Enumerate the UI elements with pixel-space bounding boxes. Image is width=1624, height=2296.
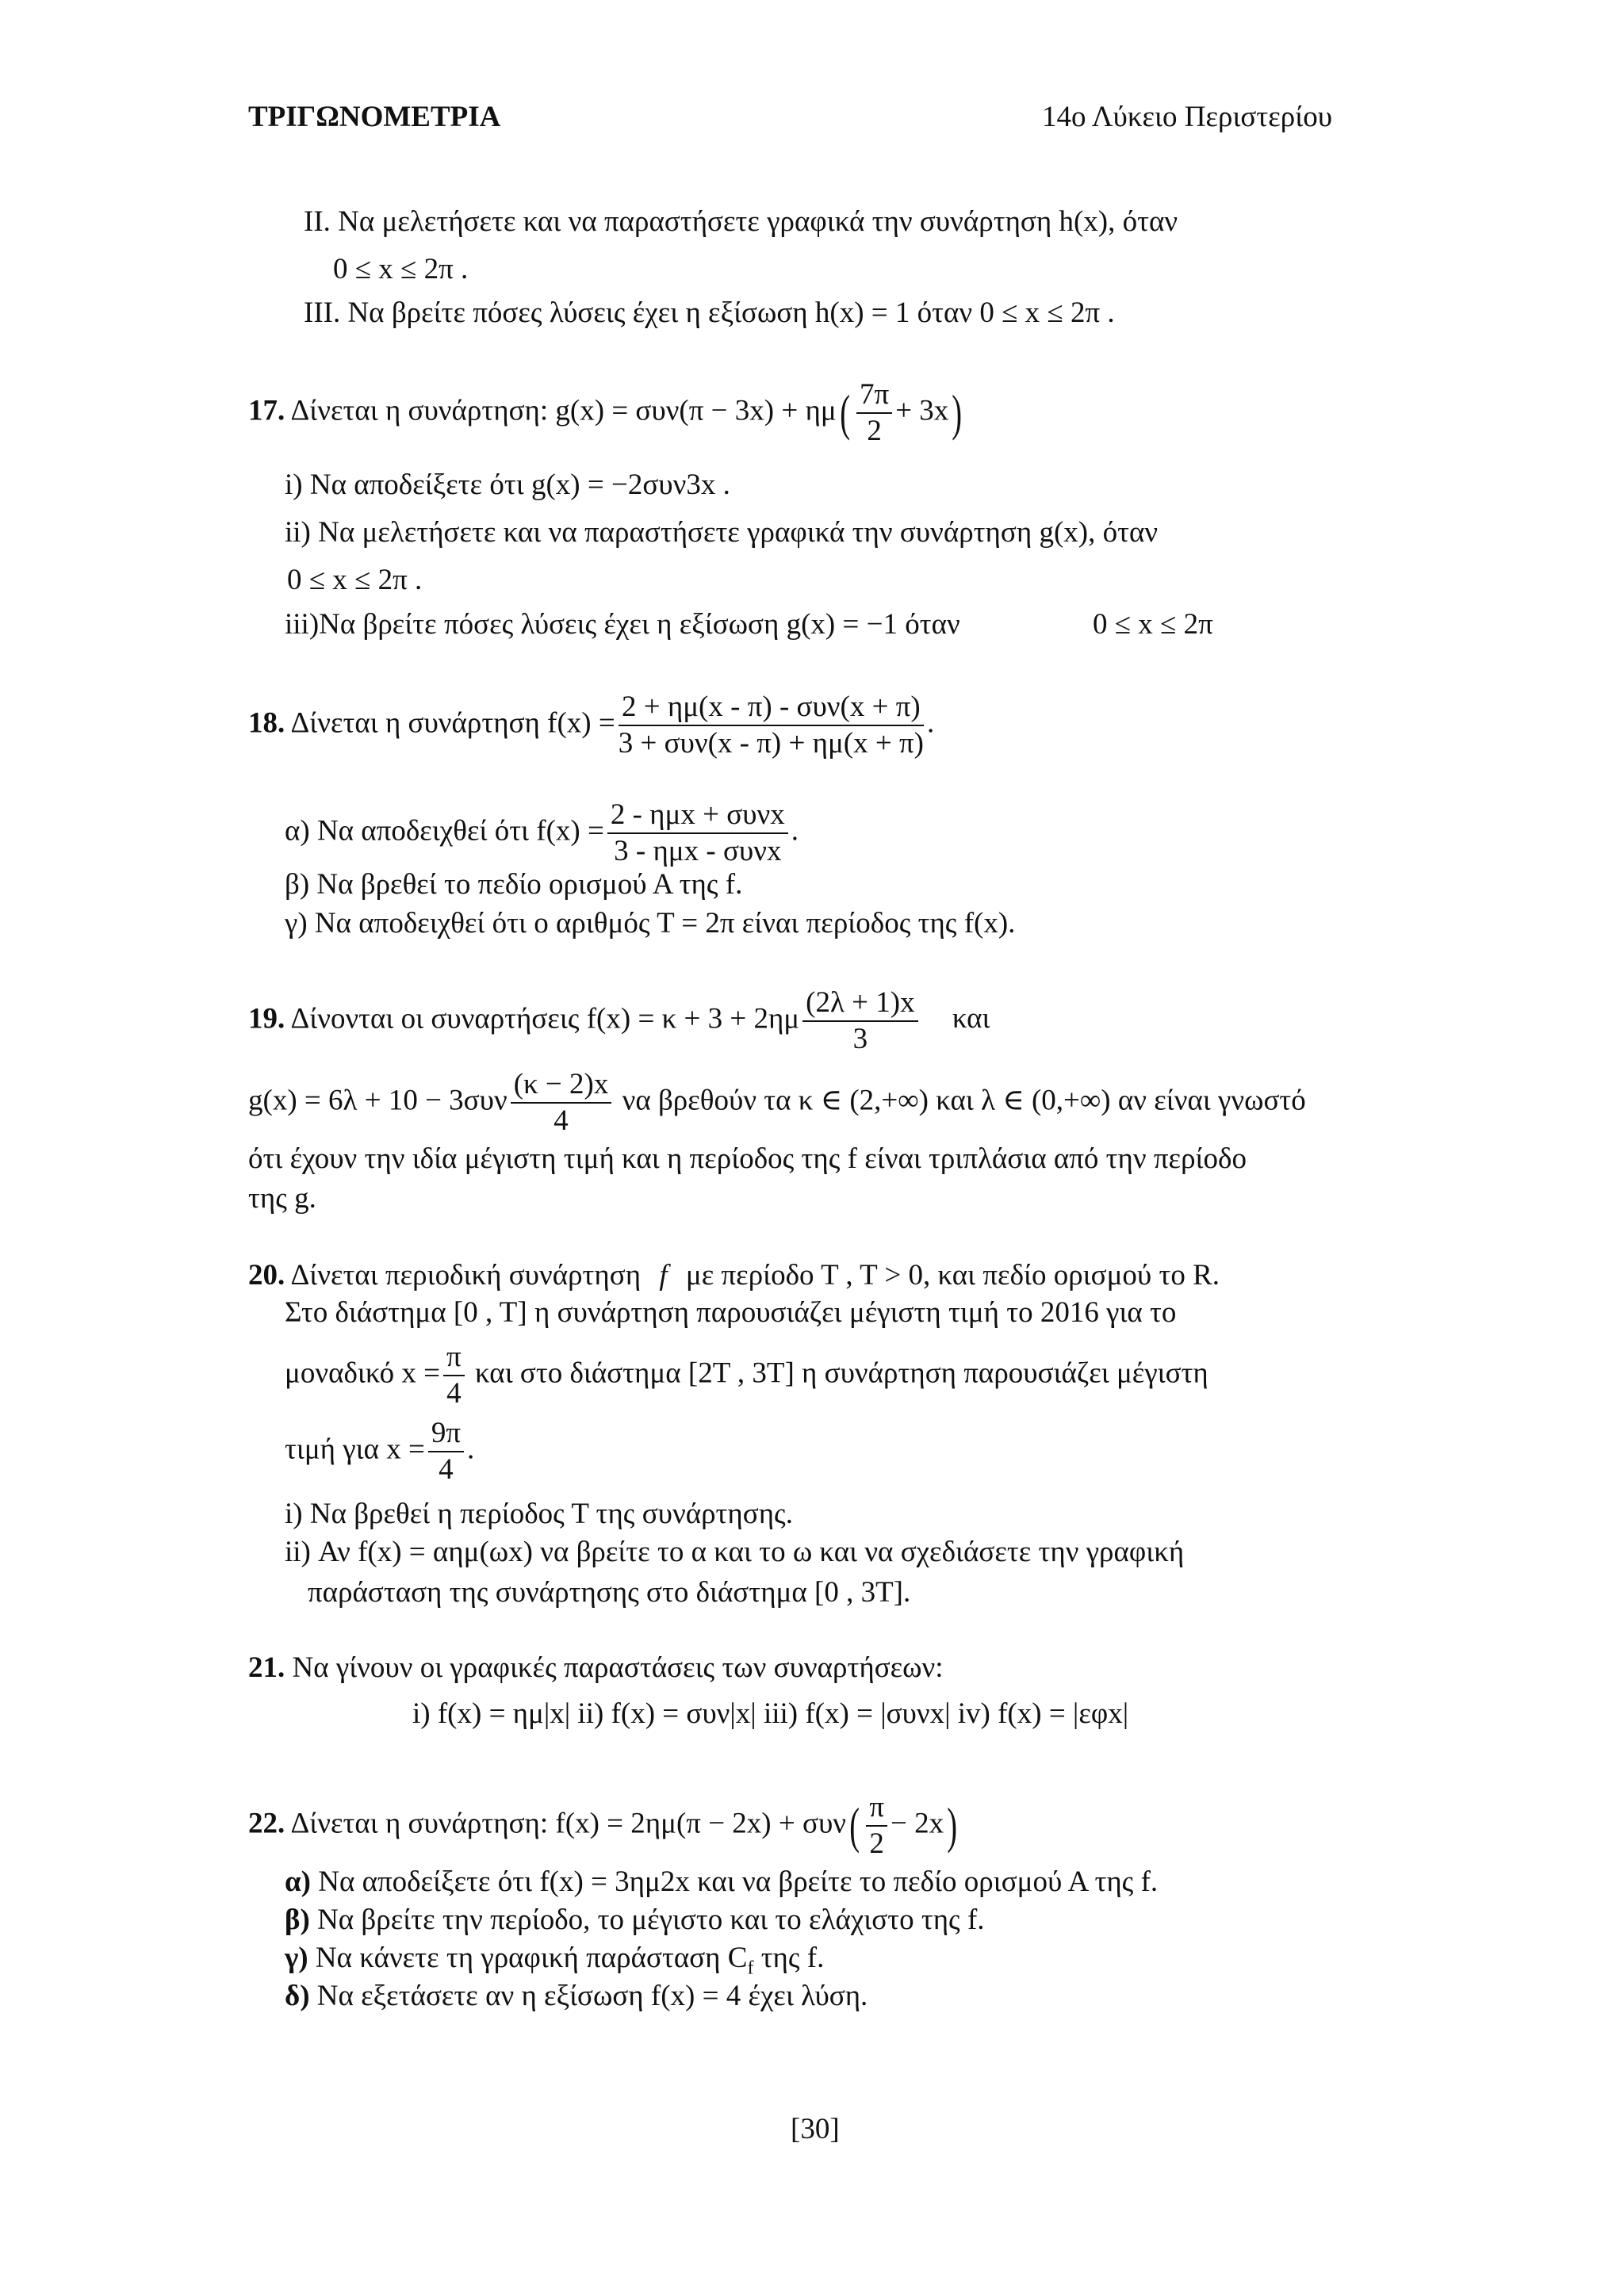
p20-x1-fraction — [443, 1341, 465, 1410]
p20-x2-fraction — [428, 1418, 464, 1486]
p20-line4a: τιμή για x = — [285, 1433, 425, 1466]
p22-b — [285, 1903, 985, 1938]
p21-items: i) f(x) = ημ|x| ii) f(x) = συν|x| iii) f(x) = |συνx| iv) f(x) = |εφx| — [412, 1697, 1129, 1730]
p21-statement — [248, 1651, 944, 1686]
p22-d-text: Να εξετάσετε αν η εξίσωση f(x) = 4 έχει λύση. — [316, 1980, 868, 2012]
p20-ii: ii) Αν f(x) = αημ(ωx) να βρείτε το α και το ω και να σχεδιάσετε την γραφική — [285, 1536, 1185, 1568]
p16-ii: II. Να μελετήσετε και να παραστήσετε γραφικά την συνάρτηση h(x), όταν — [304, 205, 1178, 238]
paren-left: ( — [849, 1797, 860, 1854]
p22-tail: − 2x — [891, 1807, 944, 1840]
p17-i: i) Να αποδείξετε ότι g(x) = −2συν3x . — [285, 469, 730, 501]
p20-i: i) Να βρεθεί η περίοδος Τ της συνάρτησης. — [285, 1498, 793, 1530]
paren-right: ) — [952, 385, 963, 441]
p20-line2: Στο διάστημα [0 , Τ] η συνάρτηση παρουσιάζει μέγιστη τιμή το 2016 για το — [285, 1296, 1177, 1329]
p19-g-den: 4 — [553, 1104, 569, 1137]
p22-a — [285, 1865, 1158, 1900]
p20-number: 20. — [248, 1259, 285, 1292]
p19-g-tail: να βρεθούν τα κ ∈ (2,+∞) και λ ∈ (0,+∞) αν είναι γνωστό — [622, 1084, 1306, 1117]
p22-fraction — [866, 1792, 887, 1860]
page-number: [30] — [791, 2113, 840, 2145]
p18-statement: 18. Δίνεται η συνάρτηση f(x) = $\frac{\text{2 + ημ(x - π) - συν(x + π)}}{\text{3 + συν(x - π) + ημ(x + π)}}$ . — [248, 691, 935, 760]
p17-ii: ii) Να μελετήσετε και να παραστήσετε γραφικά την συνάρτηση g(x), όταν — [285, 516, 1159, 549]
p16-iii: III. Να βρείτε πόσες λύσεις έχει η εξίσωση h(x) = 1 όταν 0 ≤ x ≤ 2π . — [304, 297, 1115, 329]
p22-frac-num: π — [866, 1792, 887, 1827]
header-school: 14ο Λύκειο Περιστερίου — [1042, 101, 1333, 133]
p21-number: 21. — [248, 1651, 285, 1684]
p22-d — [285, 1979, 868, 2014]
p17-frac-den: 2 — [867, 415, 882, 447]
p19-g-fraction — [511, 1069, 612, 1137]
p22-b-label: β) — [285, 1904, 310, 1936]
p22-c-text2: της f. — [760, 1942, 825, 1974]
p18-number: 18. — [248, 706, 285, 740]
p17-frac-num: 7π — [856, 379, 892, 414]
header-title: ΤΡΙΓΩΝΟΜΕΤΡΙΑ — [248, 101, 501, 133]
p22-number: 22. — [248, 1807, 285, 1840]
p18-b: β) Να βρεθεί το πεδίο ορισμού Α της f. — [285, 868, 743, 901]
p18-c: γ) Να αποδειχθεί ότι ο αριθμός Τ = 2π είναι περίοδος της f(x). — [285, 907, 1016, 939]
p17-ii-range: 0 ≤ x ≤ 2π . — [287, 564, 423, 596]
p20-x2-num: 9π — [428, 1418, 464, 1452]
p17-iii-range: 0 ≤ x ≤ 2π — [1093, 608, 1213, 641]
p22-a-label: α) — [285, 1866, 311, 1898]
p22-statement — [248, 1792, 960, 1860]
p18-frac-num: 2 + ημ(x - π) - συν(x + π) — [619, 691, 924, 726]
p20-line4: τιμή για x = $\frac{9\pi}{4}$ . — [285, 1417, 475, 1486]
p20-line3 — [285, 1341, 1208, 1410]
p19-statement — [248, 987, 990, 1055]
p19-f-den: 3 — [852, 1023, 868, 1055]
paren-right: ) — [947, 1797, 958, 1854]
p18-a: α) Να αποδειχθεί ότι f(x) = $\frac{\text{2 - ημx + συνx}}{\text{3 - ημx - συνx}}$ . — [285, 798, 799, 867]
p18-a-den: 3 - ημx - συνx — [614, 835, 782, 867]
p20-line3a: μοναδικό x = — [285, 1357, 441, 1390]
p19-number: 19. — [248, 1002, 285, 1035]
p22-frac-den: 2 — [869, 1827, 884, 1860]
p18-frac-den: 3 + συν(x - π) + ημ(x + π) — [618, 727, 924, 760]
p20-x1-num: π — [443, 1341, 465, 1376]
p19-g-intro: g(x) = 6λ + 10 − 3συν — [248, 1084, 508, 1117]
p17-fraction — [856, 379, 892, 447]
p22-a-text: Να αποδείξετε ότι f(x) = 3ημ2x και να βρείτε το πεδίο ορισμού Α της f. — [318, 1866, 1159, 1898]
p17-intro: Δίνεται η συνάρτηση: g(x) = συν(π − 3x) + ημ — [290, 394, 837, 427]
p20-f: f — [659, 1259, 668, 1292]
p19-kai: και — [952, 1002, 990, 1035]
p17-statement — [248, 379, 966, 447]
p20-ii-cont: παράσταση της συνάρτησης στο διάστημα [0 , 3Τ]. — [308, 1576, 911, 1609]
p18-fraction — [619, 691, 924, 760]
p19-g-num: (κ − 2)x — [511, 1069, 612, 1104]
p22-d-label: δ) — [285, 1980, 310, 2012]
p20-x2-den: 4 — [439, 1453, 454, 1486]
p20-x1-den: 4 — [446, 1377, 462, 1410]
p20-line3b: και στο διάστημα [2Τ , 3Τ] η συνάρτηση παρουσιάζει μέγιστη — [474, 1357, 1208, 1390]
p19-g-line — [248, 1069, 1306, 1137]
p17-iii: iii)Να βρείτε πόσες λύσεις έχει η εξίσωση g(x) = −1 όταν — [285, 608, 960, 641]
p19-line4: της g. — [248, 1182, 316, 1215]
p22-intro: Δίνεται η συνάρτηση: f(x) = 2ημ(π − 2x) + συν — [290, 1807, 846, 1840]
p22-c-subscript: f — [747, 1957, 754, 1979]
p22-c-text: Να κάνετε τη γραφική παράσταση C — [315, 1942, 748, 1974]
p20-line1a: Δίνεται περιοδική συνάρτηση — [290, 1259, 642, 1292]
p18-a-num: 2 - ημx + συνx — [607, 799, 788, 834]
p16-ii-range: 0 ≤ x ≤ 2π . — [333, 253, 469, 285]
p19-f-fraction — [802, 987, 917, 1055]
p21-intro: Να γίνουν οι γραφικές παραστάσεις των συναρτήσεων: — [292, 1651, 944, 1684]
p20-line1 — [248, 1258, 1220, 1293]
p18-a-fraction — [607, 799, 788, 867]
p17-tail: + 3x — [895, 394, 949, 427]
p22-b-text: Να βρείτε την περίοδο, το μέγιστο και το ελάχιστο της f. — [317, 1904, 985, 1936]
p18-intro: Δίνεται η συνάρτηση f(x) = — [290, 706, 615, 740]
paren-left: ( — [839, 385, 850, 441]
p19-line3: ότι έχουν την ιδία μέγιστη τιμή και η περίοδος της f είναι τριπλάσια από την περίοδο — [248, 1142, 1247, 1175]
p20-line1b: με περίοδο Τ , Τ > 0, και πεδίο ορισμού το R. — [685, 1259, 1220, 1292]
p22-c-label: γ) — [285, 1942, 308, 1974]
p18-a-intro: α) Να αποδειχθεί ότι f(x) = — [285, 814, 604, 848]
p19-f-num: (2λ + 1)x — [802, 987, 917, 1022]
p19-intro: Δίνονται οι συναρτήσεις f(x) = κ + 3 + 2ημ — [290, 1002, 800, 1035]
p17-number: 17. — [248, 394, 285, 427]
